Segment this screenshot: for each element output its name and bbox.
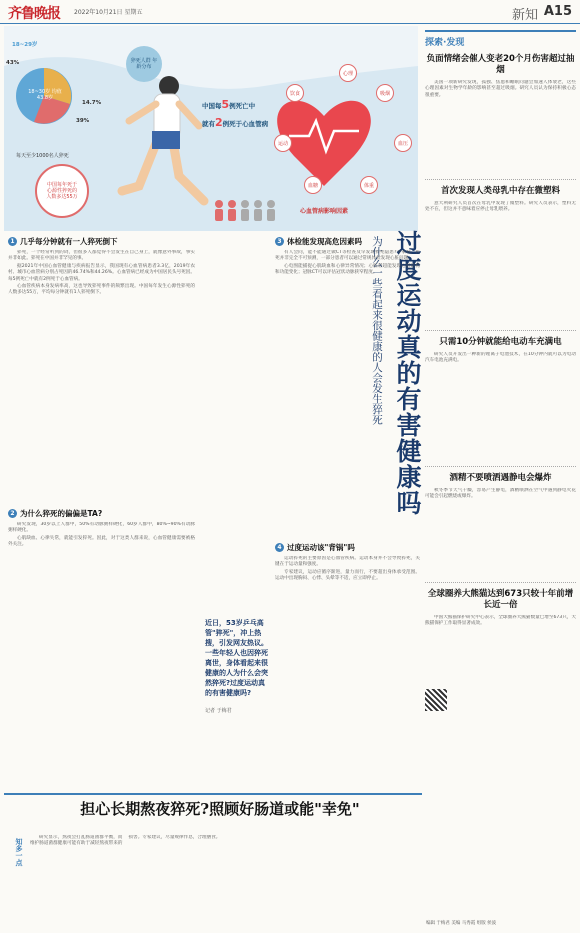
pct-label: 39% (76, 118, 90, 124)
china-deaths-label: 中国每年死于 心源性猝死的 人数多达55万 (46, 182, 78, 200)
reporter: 记者 于梅君 (205, 708, 232, 714)
section-4-heading: 4 过度运动该"背锅"吗 (275, 542, 355, 553)
callout-box: 近日，53岁乒乓高管"猝死"，冲上热搜，引发网友热议。一些年轻人也因猝死离世，身体看起来很健康的人为什么会突然猝死?过度运动真的有害健康吗? 记者 于梅君 (205, 619, 268, 714)
infographic-banner (4, 26, 418, 231)
qr-code-icon (425, 689, 447, 711)
risk-bubble: 血糖 (304, 176, 322, 194)
section-1-heading: 1 几乎每分钟就有一人猝死倒下 (8, 236, 118, 247)
risk-bubble: 心理 (339, 64, 357, 82)
section-1-body: 猝死，一个经常听到的词，但很多人都觉得不会发生在自己身上，就像意外事故，事实并非如此。猝死在中国并非罕见的事。 据2021年中国心血管健康与疾病报告显示，我国现有心血管病患者3.3亿，2019年农村、城市心血管病分别占死因的46.74%和44.26%。心血管病已经成为中国居民头号死因。每5例死亡中就有2例死于心血管病。 心血管疾病本身发病率高，这也导致猝死事件的频繁出现。中国每年发生心源性猝死的人数多达55万，平均每分钟就有1人猝死倒下。 (8, 250, 195, 296)
bottom-article-title: 担心长期熬夜猝死?照顾好肠道或能"幸免" (80, 800, 360, 818)
section-3-heading: 3 体检能发现高危因素吗 (275, 236, 362, 247)
main-title: 过度运动真的有害健康吗 (393, 230, 422, 516)
section-name: 新知 (511, 8, 538, 23)
page-footer: 编辑 于梅君 美编 马秀霞 组版 侯波 (426, 921, 497, 926)
qr-block (425, 689, 576, 711)
news-item-4: 酒精不要喷洒遇静电会爆炸 秋冬季节天气干燥，容易产生静电，酒精喷洒在空气中遇到静电火花可能会引起燃烧或爆炸。 (425, 473, 576, 500)
divider (4, 793, 422, 795)
risk-bubble: 饮食 (286, 84, 304, 102)
section-4-body: 运动猝死的主要原因是心血管疾病。运动本身并不会导致猝死，关键在于运动量和强度。 专家建议，运动应循序渐进，量力而行，不要超出身体承受范围。运动中出现胸闷、心悸、头晕等不适，应立即停止。 (275, 556, 420, 582)
news-item-1: 负面情绪会催人变老20个月伤害超过抽烟 美国一项新研究发现，孤独、焦虑和睡眠问题会加速人体衰老，这些心理因素对生物学年龄的影响甚至超过吸烟。研究人员认为保持积极心态很重要。 (425, 54, 576, 98)
stat-line-2: 就有2例死于心血管病 (202, 116, 269, 129)
risk-bubble: 运动 (274, 134, 292, 152)
newspaper-logo: 齐鲁晚报 (8, 6, 60, 22)
age-label: 18~29岁 (12, 42, 38, 48)
section-2-heading: 2 为什么猝死的偏偏是TA? (8, 508, 102, 519)
pct-label: 43% (6, 60, 20, 66)
page-number: A15 (543, 4, 572, 19)
risk-bubble: 体重 (360, 176, 378, 194)
column-tab: 探索·发现 (425, 30, 576, 48)
news-item-2: 首次发现人类母乳中存在微塑料 意大利研究人员首次在母乳中发现了微塑料。研究人员表示，塑料无处不在，但这并不意味着应停止母乳喂养。 (425, 186, 576, 213)
issue-date: 2022年10月21日 星期五 (74, 9, 143, 16)
sub-title: 为什么一些看起来很健康的人会发生猝死 (371, 236, 383, 425)
news-item-3: 只需10分钟就能给电动车充满电 研究人员开发出一种新的锂离子电池技术，在10分钟内就可以为电动汽车电池充满电。 (425, 337, 576, 364)
pct-label: 14.7% (82, 100, 102, 106)
news-item-5: 全球圈养大熊猫达到673只较十年前增长近一倍 中国大熊猫保护研究中心表示，全球圈养大熊猫数量已增至673只，大熊猫保护工作取得显著成效。 (425, 589, 576, 627)
daily-deaths-label: 每天至少1000名人猝死 (16, 153, 69, 159)
section-3-body: 有人会问，能不能通过做CT等检查及早发现猝死隐患?专家称，猝死并非完全不可预测，一部分患者可以通过常规体检发现心脏问题。 心电图能捕捉心肌缺血和心律异常情况；心脏彩超能发现心脏结构和功能变化；冠脉CT可以评估冠状动脉狭窄程度。 (275, 250, 420, 276)
age-circle-label: 猝死人群 年龄分布 (130, 58, 158, 70)
risk-bubble: 吸烟 (376, 84, 394, 102)
page-header (0, 0, 580, 24)
avg-age-label: 18~30岁 均值43.8岁 (28, 89, 62, 101)
risk-bubble: 血压 (394, 134, 412, 152)
bottom-article-body: 研究显示，熬夜会打乱肠道菌群平衡，而维护肠道菌群健康可能有助于减轻熬夜带来的损害。专家建议，尽量规律作息，合理膳食。 (30, 835, 221, 847)
risk-caption: 心血管病影响因素 (300, 208, 349, 215)
stat-line-1: 中国每5例死亡中 (202, 98, 256, 111)
section-2-body: 研究发现，30岁以上人群中，50%有动脉粥样硬化，60岁人群中，80%~90%有动脉粥样硬化。 心肌缺血、心律失常，就能引发猝死。因此，对于这类人群来说，心血管健康需要被格外关注。 (8, 522, 195, 548)
right-column (425, 26, 576, 711)
bottom-side-label: 知多一点 (15, 838, 23, 866)
